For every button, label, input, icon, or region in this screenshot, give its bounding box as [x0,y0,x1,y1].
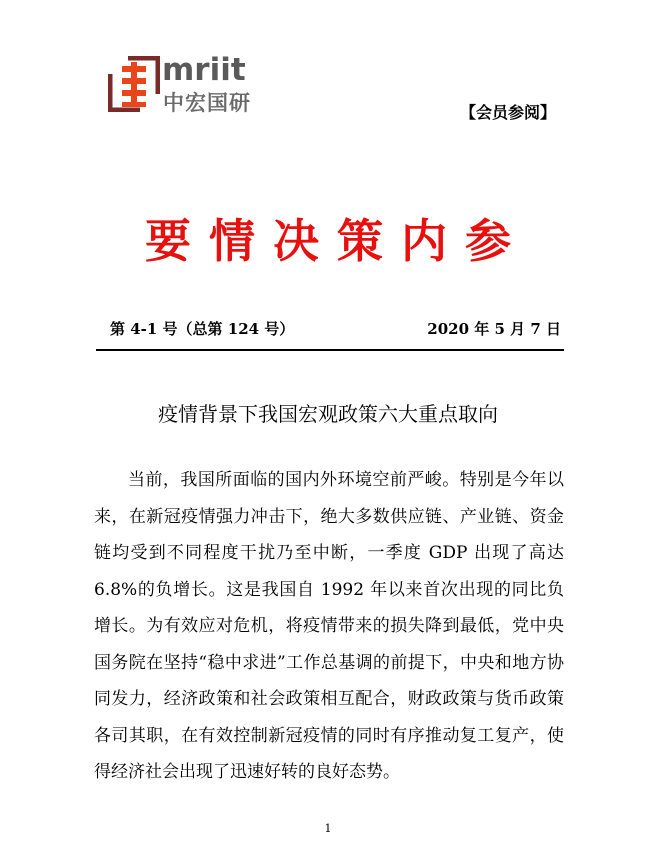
logo-text-cn: 中宏国研 [163,91,251,115]
page-number: 1 [324,822,332,835]
article-paragraph: 当前，我国所面临的国内外环境空前严峻。特别是今年以来，在新冠疫情强力冲击下，绝大多数供应链、产业链、资金链均受到不同程度干扰乃至中断，一季度 GDP 出现了高达 6.8%的负增长。这是我国自 1992 年以来首次出现的同比负增长。为有效应对危机，将疫情带来的损失降到最低，党中央国务院在坚持“稳中求进”工作总基调的前提下，中央和地方协同发力，经济政策和社会政策相互配合，财政政策与货币政策各司其职，在有效控制新冠疫情的同时有序推动复工复产，使得经济社会出现了迅速好转的良好态势。 [94,470,564,782]
article-title: 疫情背景下我国宏观政策六大重点取向 [158,402,498,426]
mriit-logo [108,52,258,115]
logo-text-en: mriit [162,52,246,88]
header-divider [96,349,564,351]
page-title: 要情决策内参 [145,214,529,268]
logo-mark-icon [108,56,160,112]
issue-number: 第 4-1 号（总第 124 号） [110,320,295,338]
issue-date: 2020 年 5 月 7 日 [427,320,561,338]
member-tag: 【会员参阅】 [459,103,556,122]
